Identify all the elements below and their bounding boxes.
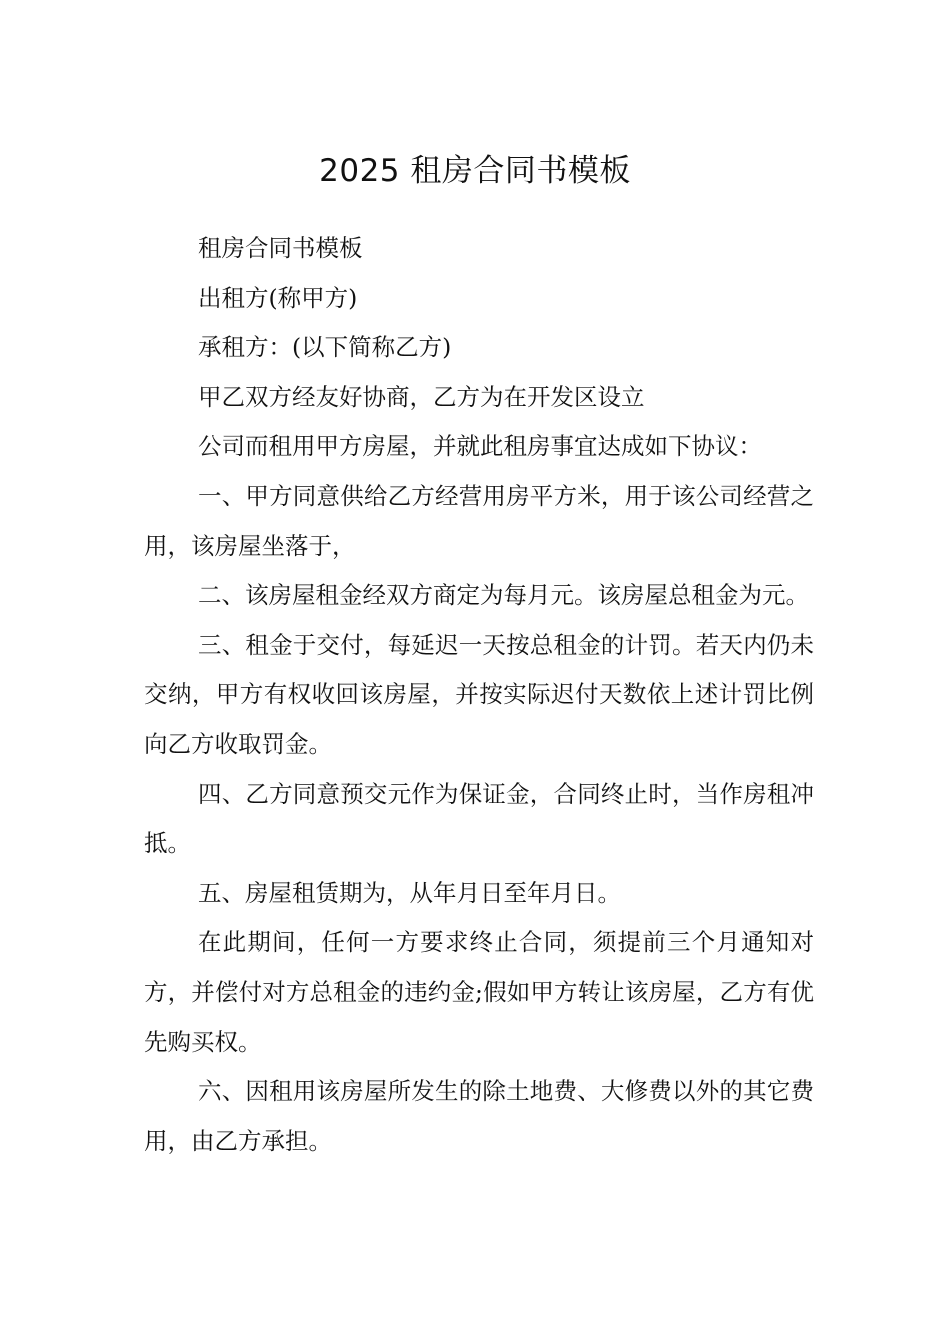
paragraph-lessee: 承租方：(以下简称乙方) xyxy=(198,333,452,362)
paragraph-lessor: 出租方(称甲方) xyxy=(198,283,358,312)
paragraph-agreement: 公司而租用甲方房屋，并就此租房事宜达成如下协议： xyxy=(198,432,762,461)
paragraph-intro: 甲乙双方经友好协商，乙方为在开发区设立 xyxy=(198,382,645,411)
document-body xyxy=(144,224,814,1166)
paragraph-clause-1: 一、甲方同意供给乙方经营用房平方米，用于该公司经营之用，该房屋坐落于， xyxy=(144,481,814,560)
paragraph-clause-4: 四、乙方同意预交元作为保证金，合同终止时，当作房租冲抵。 xyxy=(144,779,814,858)
paragraph-clause-6: 六、因租用该房屋所发生的除土地费、大修费以外的其它费用，由乙方承担。 xyxy=(144,1077,814,1155)
paragraph-heading: 租房合同书模板 xyxy=(198,234,363,262)
paragraph-clause-2: 二、该房屋租金经双方商定为每月元。该房屋总租金为元。 xyxy=(198,581,809,610)
paragraph-clause-3: 三、租金于交付，每延迟一天按总租金的计罚。若天内仍未交纳，甲方有权收回该房屋，并按实际迟付天数依上述计罚比例向乙方收取罚金。 xyxy=(144,630,814,758)
document-title: 2025 租房合同书模板 xyxy=(319,152,631,189)
paragraph-termination: 在此期间，任何一方要求终止合同，须提前三个月通知对方，并偿付对方总租金的违约金;假如甲方转让该房屋，乙方有优先购买权。 xyxy=(144,928,814,1056)
paragraph-clause-5: 五、房屋租赁期为，从年月日至年月日。 xyxy=(198,878,621,907)
